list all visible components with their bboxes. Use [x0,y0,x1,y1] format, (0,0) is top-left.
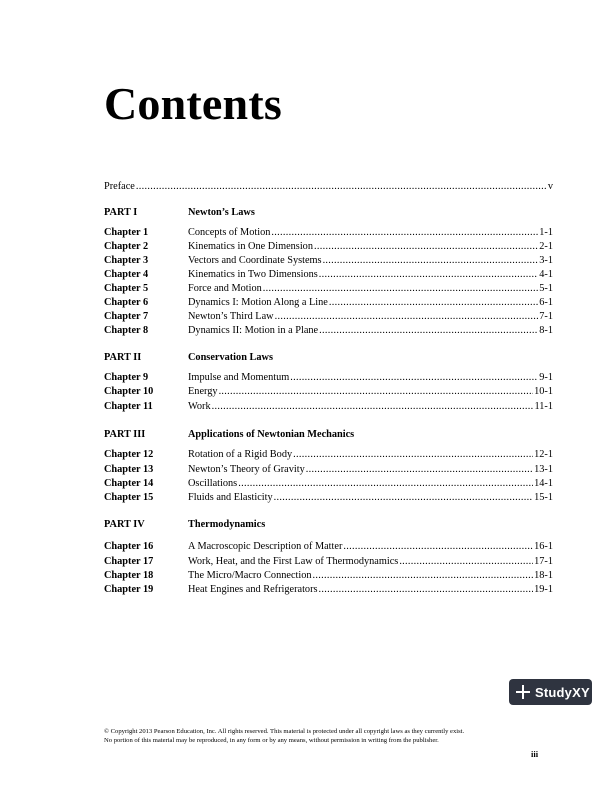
toc-chapter-row[interactable] [104,310,553,323]
chapter-page-number: 18-1 [534,570,553,581]
chapter-page-number: 14-1 [534,478,553,489]
dot-leader [290,371,538,384]
toc-chapter-row[interactable] [104,296,553,309]
chapter-page-number: 17-1 [534,556,553,567]
dot-leader [271,226,538,239]
chapter-page-number: 1-1 [539,227,553,238]
part-label: PART I [104,207,138,218]
toc-chapter-row[interactable] [104,400,553,413]
chapter-page-number: 10-1 [534,386,553,397]
dot-leader [319,583,534,596]
chapter-title: Force and Motion [188,283,262,294]
dot-leader [274,491,533,504]
chapter-label: Chapter 5 [104,283,149,294]
copyright-line: © Copyright 2013 Pearson Education, Inc. All rights reserved. This material is protected under all copyright laws as they currently exist. [104,728,465,735]
toc-preface-row[interactable] [104,180,553,193]
chapter-page-number: 19-1 [534,584,553,595]
chapter-title: Fluids and Elasticity [188,492,273,503]
chapter-title: Kinematics in One Dimension [188,241,313,252]
chapter-label: Chapter 6 [104,297,149,308]
dot-leader [319,268,538,281]
chapter-title: Dynamics II: Motion in a Plane [188,325,319,336]
dot-leader [293,448,533,461]
dot-leader [219,385,534,398]
chapter-title: Impulse and Momentum [188,372,290,383]
part-title: Conservation Laws [188,352,273,363]
toc-chapter-row[interactable] [104,448,553,461]
toc-chapter-row[interactable] [104,583,553,596]
chapter-page-number: 15-1 [534,492,553,503]
chapter-title: Vectors and Coordinate Systems [188,255,322,266]
dot-leader [343,540,533,553]
part-label: PART IV [104,519,145,530]
toc-chapter-row[interactable] [104,477,553,490]
chapter-label: Chapter 8 [104,325,149,336]
chapter-title: Rotation of a Rigid Body [188,449,293,460]
part-label: PART III [104,429,146,440]
chapter-page-number: 11-1 [534,401,553,412]
copyright-notice [104,727,564,745]
dot-leader [314,240,538,253]
dot-leader [329,296,538,309]
toc-chapter-row[interactable] [104,540,553,553]
chapter-label: Chapter 7 [104,311,149,322]
toc-chapter-row[interactable] [104,268,553,281]
chapter-label: Chapter 17 [104,556,154,567]
chapter-label: Chapter 1 [104,227,149,238]
logo-text: StudyXY [535,684,590,700]
chapter-label: Chapter 16 [104,541,154,552]
chapter-page-number: 16-1 [534,541,553,552]
chapter-label: Chapter 9 [104,372,149,383]
chapter-page-number: 2-1 [539,241,553,252]
chapter-page-number: 7-1 [539,311,553,322]
toc-chapter-row[interactable] [104,569,553,582]
chapter-title: Dynamics I: Motion Along a Line [188,297,328,308]
chapter-title: Heat Engines and Refrigerators [188,584,318,595]
chapter-label: Chapter 3 [104,255,149,266]
chapter-page-number: 12-1 [534,449,553,460]
copyright-line: No portion of this material may be reproduced, in any form or by any means, without permission in writing from the publisher. [104,737,439,744]
page-number: iii [531,749,539,759]
toc-page-number: v [547,181,553,192]
chapter-label: Chapter 4 [104,269,149,280]
chapter-page-number: 4-1 [539,269,553,280]
dot-leader [313,569,534,582]
dot-leader [275,310,539,323]
chapter-label: Chapter 2 [104,241,149,252]
studyxy-logo[interactable] [509,679,592,705]
chapter-page-number: 8-1 [539,325,553,336]
chapter-title: Oscillations [188,478,238,489]
toc-chapter-row[interactable] [104,254,553,267]
chapter-page-number: 13-1 [534,464,553,475]
dot-leader [399,555,533,568]
chapter-label: Chapter 12 [104,449,154,460]
chapter-title: Kinematics in Two Dimensions [188,269,318,280]
part-heading [104,351,553,364]
chapter-label: Chapter 10 [104,386,154,397]
toc-chapter-row[interactable] [104,240,553,253]
dot-leader [136,180,547,193]
part-heading [104,518,553,531]
chapter-label: Chapter 11 [104,401,153,412]
chapter-label: Chapter 15 [104,492,154,503]
plus-icon [516,685,530,699]
part-heading [104,428,553,441]
chapter-page-number: 6-1 [539,297,553,308]
dot-leader [263,282,538,295]
toc-chapter-row[interactable] [104,491,553,504]
chapter-page-number: 5-1 [539,283,553,294]
chapter-title: Work [188,401,211,412]
chapter-title: Newton’s Third Law [188,311,274,322]
chapter-page-number: 3-1 [539,255,553,266]
part-heading [104,206,553,219]
chapter-page-number: 9-1 [539,372,553,383]
toc-chapter-row[interactable] [104,324,553,337]
dot-leader [306,463,533,476]
part-title: Newton’s Laws [188,207,255,218]
toc-chapter-row[interactable] [104,555,553,568]
chapter-label: Chapter 18 [104,570,154,581]
dot-leader [319,324,538,337]
dot-leader [238,477,533,490]
chapter-title: Concepts of Motion [188,227,271,238]
chapter-title: Energy [188,386,218,397]
chapter-title: The Micro/Macro Connection [188,570,312,581]
part-title: Applications of Newtonian Mechanics [188,429,355,440]
part-label: PART II [104,352,142,363]
toc-chapter-row[interactable] [104,371,553,384]
chapter-label: Chapter 19 [104,584,154,595]
toc-entry-title: Preface [104,181,135,192]
dot-leader [323,254,539,267]
dot-leader [212,400,534,413]
toc-chapter-row[interactable] [104,282,553,295]
toc-chapter-row[interactable] [104,226,553,239]
chapter-label: Chapter 14 [104,478,154,489]
chapter-title: Work, Heat, and the First Law of Thermodynamics [188,556,399,567]
part-title: Thermodynamics [188,519,266,530]
toc-chapter-row[interactable] [104,463,553,476]
chapter-title: A Macroscopic Description of Matter [188,541,343,552]
toc-chapter-row[interactable] [104,385,553,398]
page-title: Contents [104,78,282,129]
chapter-title: Newton’s Theory of Gravity [188,464,305,475]
chapter-label: Chapter 13 [104,464,154,475]
